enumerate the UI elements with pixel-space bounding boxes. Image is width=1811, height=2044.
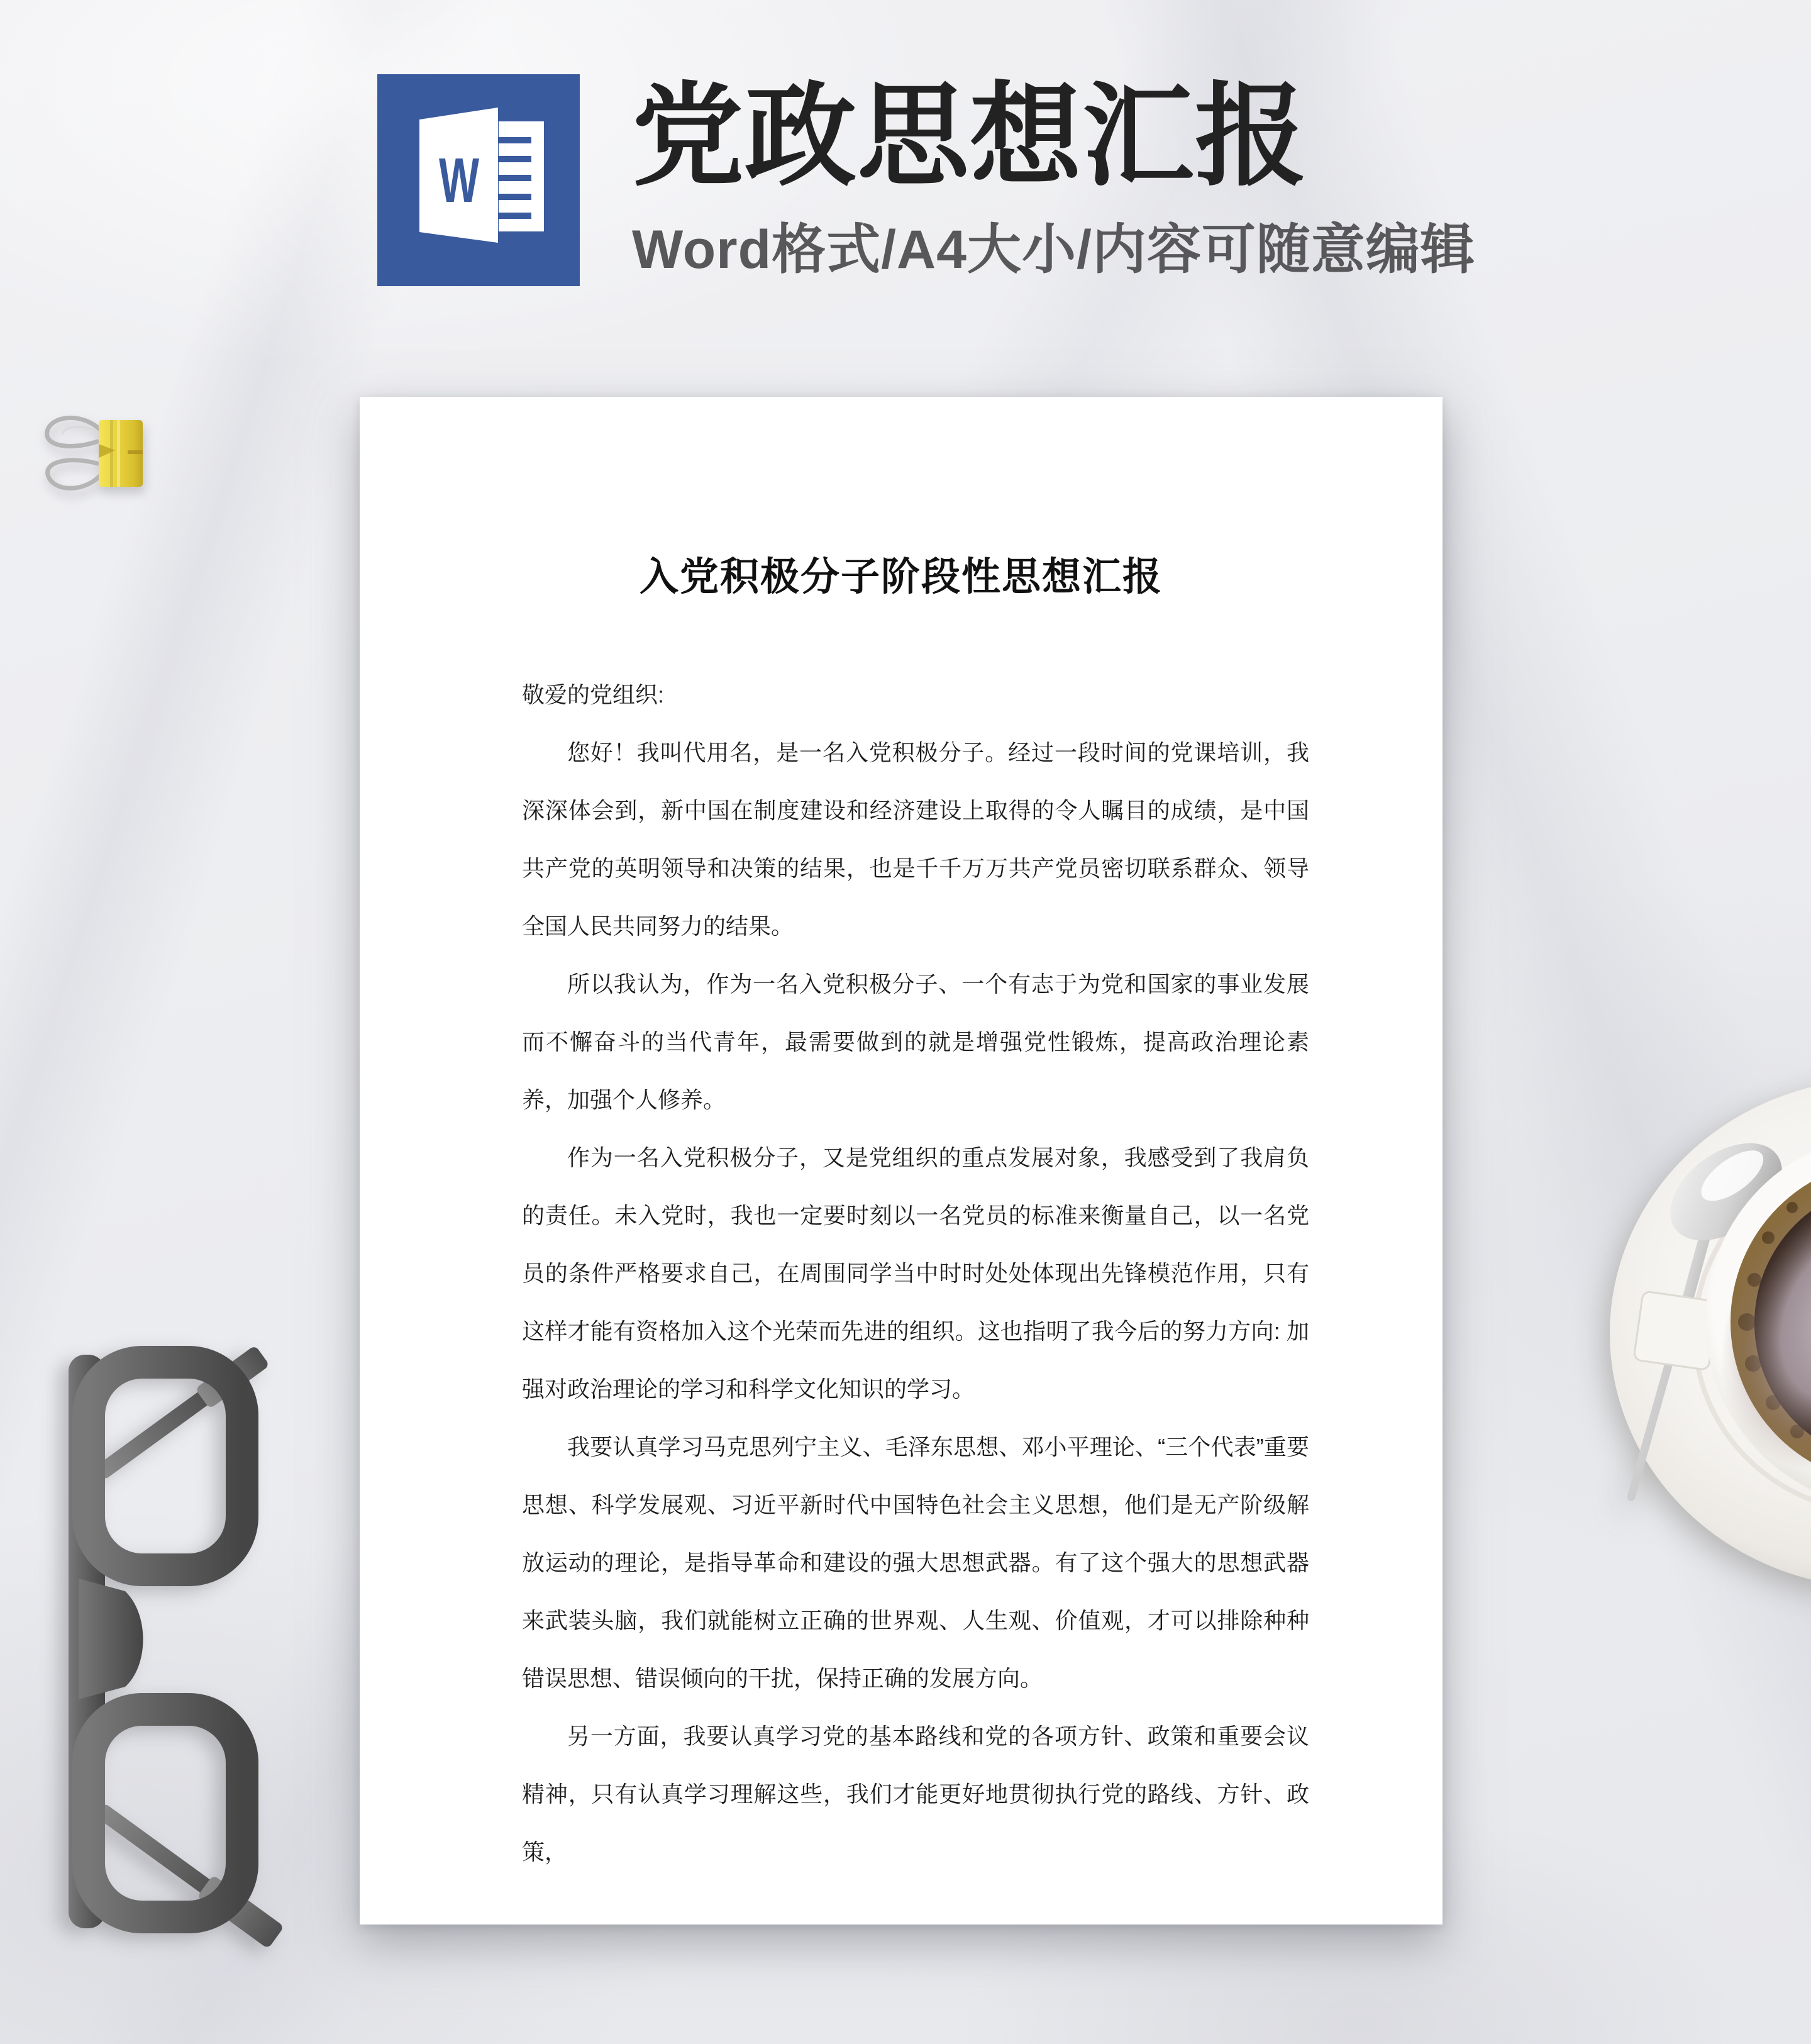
word-file-icon <box>377 74 580 286</box>
document-paragraph: 我要认真学习马克思列宁主义、毛泽东思想、邓小平理论、“三个代表”重要思想、科学发展观、习近平新时代中国特色社会主义思想，他们是无产阶级解放运动的理论，是指导革命和建设的强大思想武器。有了这个强大的思想武器来武装头脑，我们就能树立正确的世界观、人生观、价值观，才可以排除种种错误思想、错误倾向的干扰，保持正确的发展方向。 <box>522 1434 1309 1691</box>
document-body <box>522 666 1309 1881</box>
document-paragraph: 另一方面，我要认真学习党的基本路线和党的各项方针、政策和重要会议精神，只有认真学习理解这些，我们才能更好地贯彻执行党的路线、方针、政策， <box>522 1723 1309 1865</box>
eyeglasses-icon <box>60 1340 299 1962</box>
banner-title: 党政思想汇报 <box>632 74 1307 199</box>
word-icon-letter: W <box>439 145 480 216</box>
document-paragraph: 您好！我叫代用名，是一名入党积极分子。经过一段时间的党课培训，我深深体会到，新中国在制度建设和经济建设上取得的令人瞩目的成绩，是中国共产党的英明领导和决策的结果，也是千千万万共产党员密切联系群众、领导全国人民共同努力的结果。 <box>522 740 1309 939</box>
document-paragraph: 所以我认为，作为一名入党积极分子、一个有志于为党和国家的事业发展而不懈奋斗的当代青年，最需要做到的就是增强党性锻炼，提高政治理论素养，加强个人修养。 <box>522 971 1309 1113</box>
document-page <box>360 397 1443 1925</box>
document-title: 入党积极分子阶段性思想汇报 <box>639 556 1163 599</box>
banner-subtitle: Word格式/A4大小/内容可随意编辑 <box>632 219 1475 280</box>
binder-clip-icon <box>35 403 151 503</box>
document-paragraph: 作为一名入党积极分子，又是党组织的重点发展对象，我感受到了我肩负的责任。未入党时，我也一定要时刻以一名党员的标准来衡量自己，以一名党员的条件严格要求自己，在周围同学当中时时处处体现出先锋模范作用，只有这样才能有资格加入这个光荣而先进的组织。这也指明了我今后的努力方向: 加强对政治理论的学习和科学文化知识的学习。 <box>522 1145 1309 1402</box>
document-paragraphs <box>522 724 1309 1881</box>
document-salutation: 敬爱的党组织: <box>522 682 665 708</box>
coffee-cup-icon <box>1585 1063 1811 1604</box>
